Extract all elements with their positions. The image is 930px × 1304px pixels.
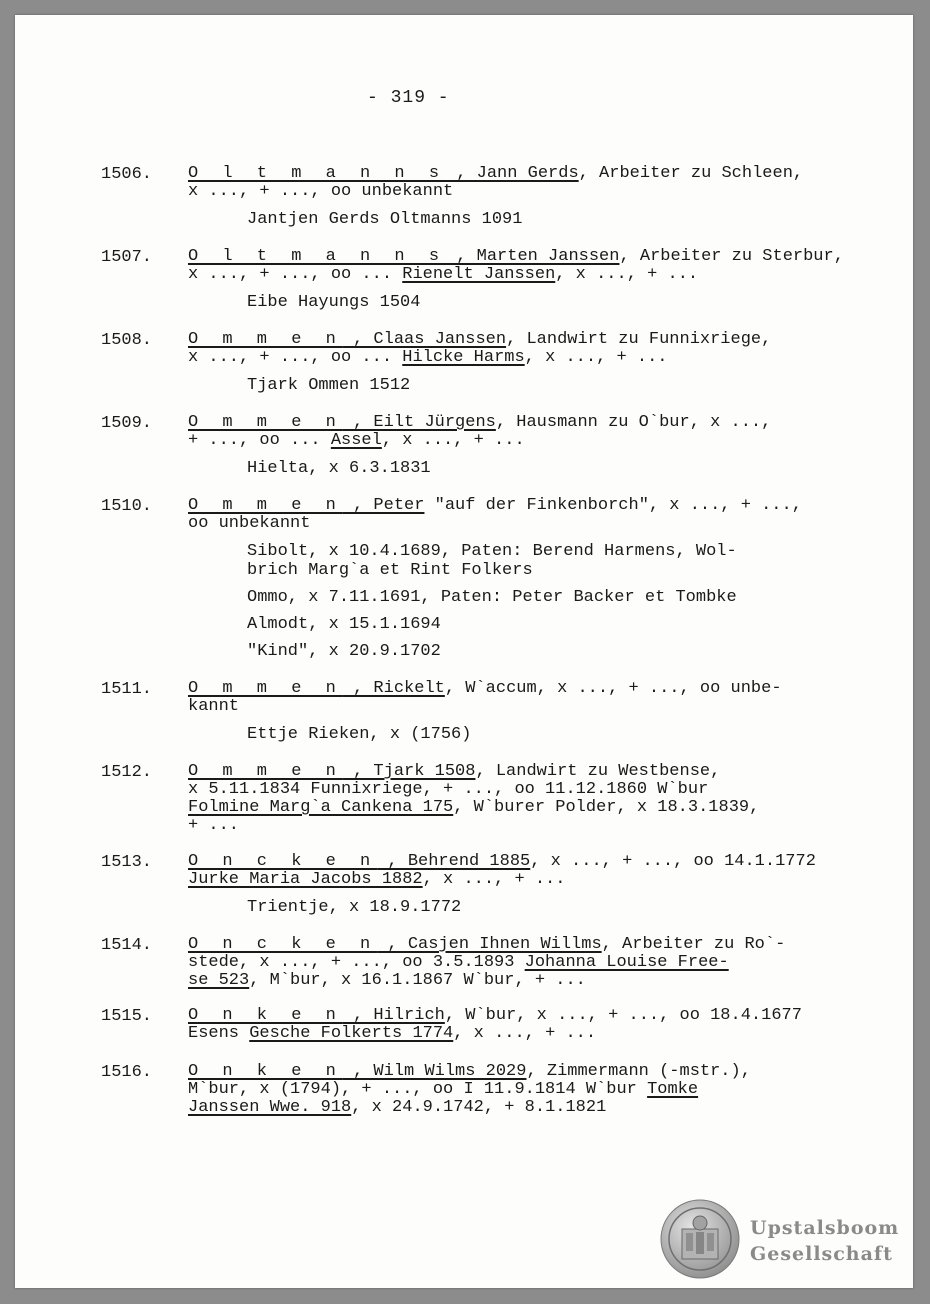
entry-text: , x ..., + ..., oo 14.1.1772 bbox=[530, 852, 816, 871]
entry-text: , W`bur, x ..., + ..., oo 18.4.1677 bbox=[444, 1006, 802, 1025]
entry-line bbox=[188, 680, 782, 698]
entry-text: , Hausmann zu O`bur, x ..., bbox=[495, 413, 772, 432]
entry-line bbox=[188, 781, 708, 799]
entry-text: Esens bbox=[188, 1024, 250, 1043]
underlined-name: Janssen Wwe. 918 bbox=[188, 1098, 352, 1117]
underlined-name: Tomke bbox=[647, 1080, 699, 1099]
entry-number: 1507. bbox=[101, 248, 153, 267]
surname: O m m e n bbox=[188, 762, 343, 781]
entry-line bbox=[188, 183, 453, 201]
entry-text: stede, x ..., + ..., oo 3.5.1893 bbox=[188, 953, 525, 972]
entry-line bbox=[188, 1099, 606, 1117]
underlined-name: , Hilrich bbox=[342, 1006, 445, 1025]
surname: O m m e n bbox=[188, 413, 343, 432]
entry-text: oo unbekannt bbox=[188, 514, 311, 533]
document-page bbox=[15, 15, 913, 1288]
entry-line bbox=[188, 331, 771, 349]
child-entry: Ommo, x 7.11.1691, Paten: Peter Backer et Tombke bbox=[247, 588, 737, 607]
entry-text: , W`accum, x ..., + ..., oo unbe- bbox=[444, 679, 782, 698]
child-entry: "Kind", x 20.9.1702 bbox=[247, 642, 441, 661]
entry-text: x ..., + ..., oo ... bbox=[188, 348, 403, 367]
entry-line bbox=[188, 871, 565, 889]
entry-text: , x ..., + ... bbox=[422, 870, 566, 889]
entry-number: 1512. bbox=[101, 763, 153, 782]
entry-text: , Landwirt zu Westbense, bbox=[475, 762, 721, 781]
surname: O m m e n bbox=[188, 330, 343, 349]
surname: O n c k e n bbox=[188, 852, 378, 871]
underlined-name: se 523 bbox=[188, 971, 250, 990]
underlined-name: Assel bbox=[330, 431, 382, 450]
entry-number: 1513. bbox=[101, 853, 153, 872]
entry-line bbox=[188, 817, 239, 835]
entry-text: x ..., + ..., oo ... bbox=[188, 265, 403, 284]
entry-text: + ... bbox=[188, 816, 240, 835]
underlined-name: , Tjark 1508 bbox=[342, 762, 476, 781]
child-entry: Tjark Ommen 1512 bbox=[247, 376, 411, 395]
child-entry: Eibe Hayungs 1504 bbox=[247, 293, 421, 312]
child-entry: Almodt, x 15.1.1694 bbox=[247, 615, 441, 634]
entry-text: , x 24.9.1742, + 8.1.1821 bbox=[351, 1098, 607, 1117]
entry-text: , W`burer Polder, x 18.3.1839, bbox=[453, 798, 760, 817]
entry-text: , Arbeiter zu Ro`- bbox=[601, 935, 786, 954]
entry-number: 1516. bbox=[101, 1063, 153, 1082]
surname: O m m e n bbox=[188, 496, 343, 515]
logo-text bbox=[750, 1215, 899, 1267]
entry-line bbox=[188, 432, 525, 450]
underlined-name: Rienelt Janssen bbox=[402, 265, 556, 284]
entry-text: , x ..., + ... bbox=[524, 348, 668, 367]
underlined-name: Hilcke Harms bbox=[402, 348, 525, 367]
entry-number: 1515. bbox=[101, 1007, 153, 1026]
underlined-name: Gesche Folkerts 1774 bbox=[249, 1024, 454, 1043]
child-entry: Ettje Rieken, x (1756) bbox=[247, 725, 472, 744]
entry-line bbox=[188, 414, 771, 432]
entry-line bbox=[188, 972, 586, 990]
logo-line-1: Upstalsboom bbox=[750, 1217, 900, 1239]
entry-line bbox=[188, 1081, 698, 1099]
underlined-name: Folmine Marg`a Cankena 175 bbox=[188, 798, 454, 817]
surname: O m m e n bbox=[188, 679, 343, 698]
entry-number: 1506. bbox=[101, 165, 153, 184]
surname: O n c k e n bbox=[188, 935, 378, 954]
page-number: - 319 - bbox=[367, 88, 450, 108]
underlined-name: Johanna Louise Free- bbox=[524, 953, 729, 972]
entry-text: kannt bbox=[188, 697, 240, 716]
entry-text: , M`bur, x 16.1.1867 W`bur, + ... bbox=[249, 971, 586, 990]
entry-text: , Zimmermann (-mstr.), bbox=[526, 1062, 751, 1081]
surname: O l t m a n n s bbox=[188, 247, 447, 266]
surname: O n k e n bbox=[188, 1062, 343, 1081]
entry-number: 1514. bbox=[101, 936, 153, 955]
entry-number: 1508. bbox=[101, 331, 153, 350]
underlined-name: , Behrend 1885 bbox=[377, 852, 531, 871]
underlined-name: , Casjen Ihnen Willms bbox=[377, 935, 602, 954]
entry-text: , Arbeiter zu Sterbur, bbox=[619, 247, 844, 266]
entry-line bbox=[188, 248, 844, 266]
underlined-name: Jurke Maria Jacobs 1882 bbox=[188, 870, 423, 889]
underlined-name: , Eilt Jürgens bbox=[342, 413, 496, 432]
entry-text: , Arbeiter zu Schleen, bbox=[578, 164, 804, 183]
child-entry: Hielta, x 6.3.1831 bbox=[247, 459, 431, 478]
underlined-name: , Marten Janssen bbox=[446, 247, 620, 266]
entry-line bbox=[188, 698, 239, 716]
entry-text: x ..., + ..., oo unbekannt bbox=[188, 182, 454, 201]
entry-line bbox=[188, 266, 698, 284]
entry-text: "auf der Finkenborch", x ..., + ..., bbox=[424, 496, 802, 515]
entry-text: x 5.11.1834 Funnixriege, + ..., oo 11.12.1860 W`bur bbox=[188, 780, 709, 799]
entry-line bbox=[188, 1025, 596, 1043]
entry-text: + ..., oo ... bbox=[188, 431, 331, 450]
entry-text: , Landwirt zu Funnixriege, bbox=[506, 330, 772, 349]
entry-number: 1510. bbox=[101, 497, 153, 516]
entry-text: , x ..., + ... bbox=[381, 431, 525, 450]
underlined-name: , Peter bbox=[342, 496, 425, 515]
entry-line bbox=[188, 1007, 802, 1025]
entry-line bbox=[188, 853, 816, 871]
entry-line bbox=[188, 1063, 751, 1081]
child-entry: Sibolt, x 10.4.1689, Paten: Berend Harmens, Wol- bbox=[247, 542, 737, 561]
entry-line bbox=[188, 349, 668, 367]
entry-line bbox=[188, 763, 720, 781]
surname: O l t m a n n s bbox=[188, 164, 447, 183]
child-entry: brich Marg`a et Rint Folkers bbox=[247, 561, 533, 580]
entry-text: , x ..., + ... bbox=[555, 265, 699, 284]
entry-line bbox=[188, 165, 803, 183]
entry-number: 1511. bbox=[101, 680, 153, 699]
entry-line bbox=[188, 799, 759, 817]
entry-number: 1509. bbox=[101, 414, 153, 433]
underlined-name: , Jann Gerds bbox=[446, 164, 579, 183]
entry-text: M`bur, x (1794), + ..., oo I 11.9.1814 W`bur bbox=[188, 1080, 648, 1099]
seal-logo-icon bbox=[660, 1199, 740, 1279]
surname: O n k e n bbox=[188, 1006, 343, 1025]
entry-line bbox=[188, 497, 802, 515]
entry-line bbox=[188, 515, 310, 533]
underlined-name: , Rickelt bbox=[342, 679, 445, 698]
child-entry: Jantjen Gerds Oltmanns 1091 bbox=[247, 210, 523, 229]
entry-line bbox=[188, 954, 729, 972]
logo-line-2: Gesellschaft bbox=[750, 1243, 893, 1265]
entry-line bbox=[188, 936, 785, 954]
entry-text: , x ..., + ... bbox=[453, 1024, 597, 1043]
underlined-name: , Wilm Wilms 2029 bbox=[342, 1062, 527, 1081]
underlined-name: , Claas Janssen bbox=[342, 330, 507, 349]
child-entry: Trientje, x 18.9.1772 bbox=[247, 898, 462, 917]
